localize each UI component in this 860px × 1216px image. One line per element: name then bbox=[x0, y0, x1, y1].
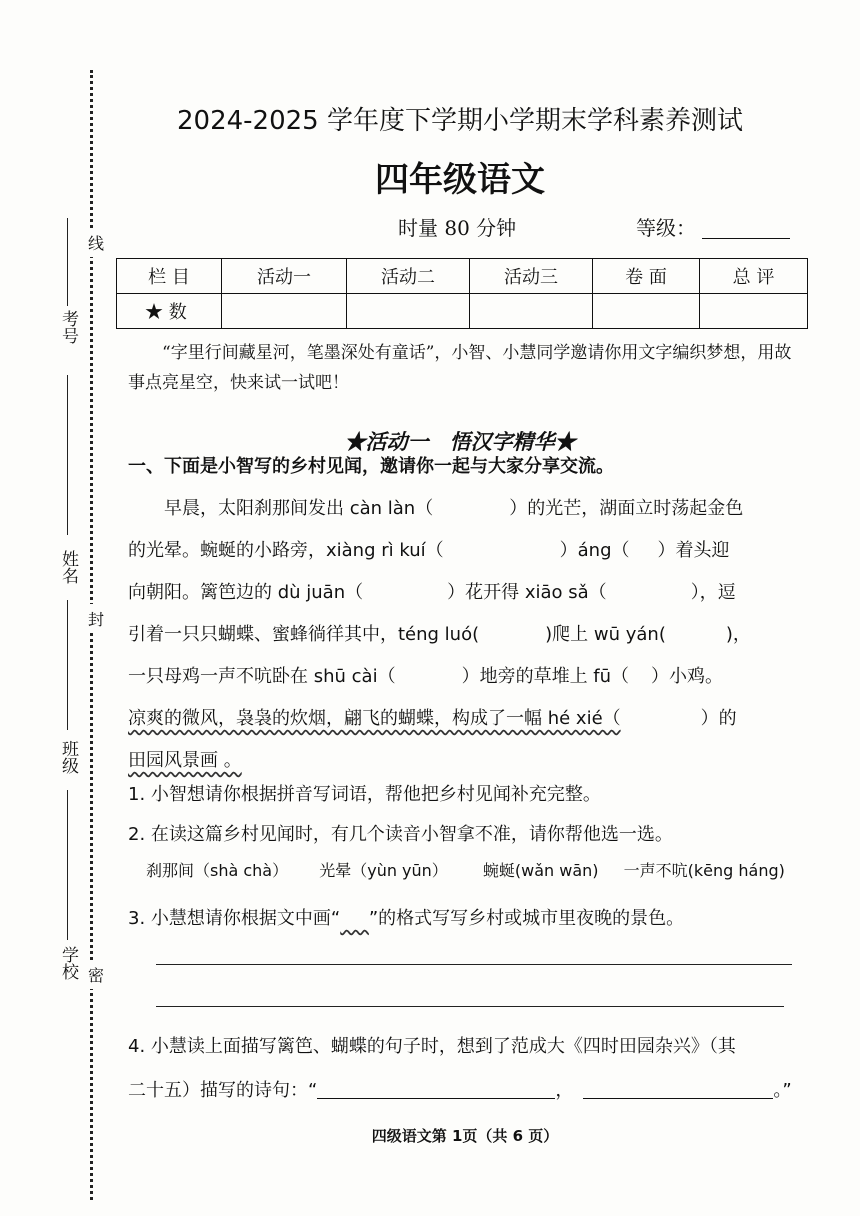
poem-blank[interactable] bbox=[317, 1078, 555, 1099]
score-header-cell: 活动一 bbox=[222, 259, 347, 294]
score-header-cell: 总 评 bbox=[700, 259, 808, 294]
q4-text: 二十五）描写的诗句：“ bbox=[128, 1080, 318, 1101]
wavy-underlined-text: 田园风景画 。 bbox=[128, 750, 242, 771]
score-cell[interactable] bbox=[470, 294, 593, 329]
name-rule bbox=[67, 600, 68, 730]
passage-text: ）地旁的草堆上 fū（ bbox=[461, 666, 630, 687]
passage-line bbox=[128, 656, 800, 698]
exam-no-label: 考号 bbox=[58, 310, 78, 344]
grade-label: 等级： bbox=[636, 216, 696, 240]
score-cell[interactable] bbox=[700, 294, 808, 329]
passage-text: ）小鸡。 bbox=[651, 666, 724, 687]
passage-line bbox=[128, 698, 800, 740]
answer-line[interactable] bbox=[156, 1006, 784, 1007]
class-rule bbox=[67, 790, 68, 940]
score-header-cell: 栏 目 bbox=[117, 259, 222, 294]
score-row-label: ★ 数 bbox=[117, 294, 222, 329]
grade-field bbox=[636, 212, 790, 241]
secret-mark: 密 bbox=[88, 960, 104, 989]
exam-title: 2024-2025 学年度下学期小学期末学科素养测试 bbox=[177, 106, 743, 136]
school-label: 学校 bbox=[58, 946, 78, 980]
question-title: 一、下面是小智写的乡村见闻，邀请你一起与大家分享交流。 bbox=[128, 456, 614, 477]
passage-text: ）着头迎 bbox=[657, 540, 730, 561]
poem-blank[interactable] bbox=[583, 1078, 773, 1099]
q4-text: 。” bbox=[773, 1080, 792, 1101]
passage-text: 向朝阳。篱笆边的 dù juān（ bbox=[128, 582, 364, 603]
passage bbox=[128, 488, 800, 782]
wavy-underlined-text: 凉爽的微风，袅袅的炊烟，翩飞的蝴蝶，构成了一幅 hé xié（ bbox=[128, 708, 621, 729]
grade-blank[interactable] bbox=[702, 218, 790, 239]
answer-line[interactable] bbox=[156, 964, 792, 965]
score-table-header-row bbox=[117, 259, 808, 294]
passage-line bbox=[128, 614, 800, 656]
score-cell[interactable] bbox=[593, 294, 700, 329]
line-mark: 线 bbox=[88, 228, 104, 257]
passage-text: )爬上 wū yán( bbox=[545, 624, 666, 645]
page-footer: 四级语文第 1页（共 6 页） bbox=[371, 1127, 559, 1145]
q4-text: ， bbox=[555, 1080, 574, 1101]
name-label: 姓名 bbox=[58, 550, 78, 584]
score-table bbox=[116, 258, 808, 329]
passage-text: ）的 bbox=[700, 708, 737, 729]
question-4: 4. 小慧读上面描写篱笆、蝴蝶的句子时，想到了范成大《四时田园杂兴》（其 bbox=[128, 1036, 736, 1057]
passage-text: ）花开得 xiāo sǎ（ bbox=[447, 582, 607, 603]
seal-mark: 封 bbox=[88, 604, 104, 633]
passage-text: 一只母鸡一声不吭卧在 shū cài（ bbox=[128, 666, 396, 687]
q3-text: 3. 小慧想请你根据文中画“ bbox=[128, 908, 341, 929]
q2-option[interactable]: 蜿蜒(wǎn wān) bbox=[482, 861, 599, 880]
passage-text: ），逗 bbox=[690, 582, 736, 603]
passage-line bbox=[128, 488, 800, 530]
passage-line bbox=[128, 572, 800, 614]
q2-options bbox=[146, 858, 785, 881]
score-header-cell: 活动二 bbox=[347, 259, 470, 294]
question-3 bbox=[128, 904, 684, 930]
score-header-cell: 活动三 bbox=[470, 259, 593, 294]
q2-option[interactable]: 刹那间（shà chà） bbox=[146, 861, 289, 880]
duration: 时量 80 分钟 bbox=[398, 216, 517, 240]
subject-title: 四年级语文 bbox=[375, 160, 545, 200]
class-label: 班级 bbox=[58, 740, 78, 774]
score-cell[interactable] bbox=[222, 294, 347, 329]
activity-title: ★活动一 悟汉字精华★ bbox=[344, 429, 576, 454]
q3-text: ”的格式写写乡村或城市里夜晚的景色。 bbox=[368, 908, 685, 929]
score-table-score-row bbox=[117, 294, 808, 329]
answer-blank[interactable] bbox=[621, 698, 701, 740]
passage-text: )， bbox=[725, 624, 751, 645]
score-cell[interactable] bbox=[347, 294, 470, 329]
passage-line bbox=[128, 530, 800, 572]
score-header-cell: 卷 面 bbox=[593, 259, 700, 294]
question-1: 1. 小智想请你根据拼音写词语，帮他把乡村见闻补充完整。 bbox=[128, 784, 601, 805]
passage-line bbox=[128, 740, 800, 782]
intro-paragraph: “字里行间藏星河，笔墨深处有童话”，小智、小慧同学邀请你用文字编织梦想，用故事点亮星空，快来试一试吧！ bbox=[128, 343, 792, 393]
passage-text: 的光晕。蜿蜒的小路旁，xiàng rì kuí（ bbox=[128, 540, 444, 561]
q2-option[interactable]: 一声不吭(kēng háng) bbox=[623, 861, 785, 880]
passage-text: ）的光芒，湖面立时荡起金色 bbox=[509, 498, 744, 519]
passage-text: 早晨，太阳刹那间发出 càn làn（ bbox=[164, 498, 434, 519]
wavy-sample-mark bbox=[340, 908, 369, 929]
q2-option[interactable]: 光晕（yùn yūn） bbox=[319, 861, 448, 880]
question-2: 2. 在读这篇乡村见闻时，有几个读音小智拿不准，请你帮他选一选。 bbox=[128, 824, 673, 845]
passage-text: ）áng（ bbox=[559, 540, 630, 561]
passage-text: 引着一只只蝴蝶、蜜蜂徜徉其中，téng luó( bbox=[128, 624, 480, 645]
question-4-poem bbox=[128, 1076, 792, 1102]
exam-no-rule bbox=[67, 218, 68, 306]
